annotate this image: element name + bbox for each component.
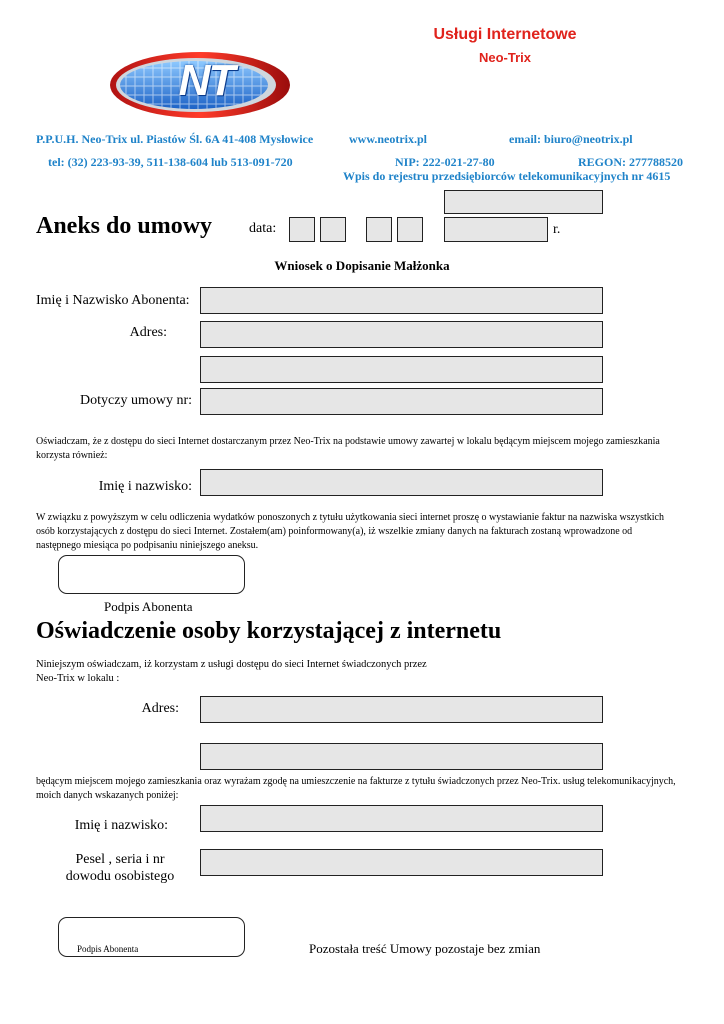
logo-text: NT [178, 56, 234, 105]
address-field-1[interactable] [200, 321, 603, 348]
date-extra-field[interactable] [444, 190, 603, 214]
statement-address-field-1[interactable] [200, 696, 603, 723]
date-month-2-field[interactable] [397, 217, 423, 242]
remaining-terms-text: Pozostała treść Umowy pozostaje bez zmian [309, 941, 541, 956]
statement-title: Oświadczenie osoby korzystającej z internetu [36, 618, 502, 644]
pesel-id-field[interactable] [200, 849, 603, 876]
company-registry: Wpis do rejestru przedsiębiorców telekomunikacyjnych nr 4615 [343, 169, 671, 183]
company-email[interactable]: email: biuro@neotrix.pl [509, 132, 633, 146]
company-regon: REGON: 277788520 [578, 155, 683, 169]
annex-title: Aneks do umowy [36, 213, 213, 239]
consent-text: będącym miejscem mojego zamieszkania oraz wyrażam zgodę na umieszczenie na fakturze z tytułu świadczonych przez Neo-Trix. usług telekomunikacyjnych, moich danych wskazanych poniżej: [36, 776, 676, 801]
user-signature-label: Podpis Abonenta [77, 944, 139, 954]
statement-name-label: Imię i nazwisko: [74, 818, 168, 833]
address-field-2[interactable] [200, 356, 603, 383]
date-month-1-field[interactable] [366, 217, 392, 242]
contract-number-field[interactable] [200, 388, 603, 415]
date-label: data: [249, 221, 277, 236]
brand-subtitle: Neo-Trix [478, 50, 531, 65]
invoice-request-text: W związku z powyższym w celu odliczenia wydatków ponoszonych z tytułu użytkowania sieci internet proszę o wystawianie faktur na nazwiska wszystkich osób korzystających z dostępu do sieci Internet. Zostałem(am) poinformowany(a), iż wszelkie zmiany danych na fakturach zostaną wprowadzone od następnego miesiąca po podpisaniu niniejszego aneksu. [36, 512, 664, 551]
address-label: Adres: [129, 325, 167, 340]
company-address: P.P.U.H. Neo-Trix ul. Piastów Śl. 6A 41-408 Mysłowice [36, 132, 314, 146]
company-logo [108, 50, 298, 120]
statement-address-label: Adres: [141, 701, 179, 716]
subscriber-name-field[interactable] [200, 287, 603, 314]
brand-title: Usługi Internetowe [433, 26, 577, 43]
date-day-2-field[interactable] [320, 217, 346, 242]
date-year-field[interactable] [444, 217, 548, 242]
company-phone: tel: (32) 223-93-39, 511-138-604 lub 513-091-720 [48, 155, 293, 169]
subscriber-signature-label: Podpis Abonenta [104, 599, 193, 614]
company-website[interactable]: www.neotrix.pl [349, 132, 427, 146]
date-suffix: r. [553, 222, 561, 237]
subscriber-signature-box[interactable] [58, 555, 245, 594]
contract-label: Dotyczy umowy nr: [80, 393, 192, 408]
subscriber-name-label: Imię i Nazwisko Abonenta: [36, 293, 190, 308]
statement-intro-line-2: Neo-Trix w lokalu : [36, 673, 120, 684]
pesel-label-line-1: Pesel , seria i nr [75, 852, 165, 867]
company-nip: NIP: 222-021-27-80 [395, 155, 495, 169]
annex-subtitle: Wniosek o Dopisanie Małżonka [274, 258, 450, 273]
statement-intro-line-1: Niniejszym oświadczam, iż korzystam z usługi dostępu do sieci Internet świadczonych przez [36, 659, 427, 670]
date-day-1-field[interactable] [289, 217, 315, 242]
spouse-name-field[interactable] [200, 469, 603, 496]
statement-name-field[interactable] [200, 805, 603, 832]
pesel-label-line-2: dowodu osobistego [65, 869, 175, 884]
spouse-name-label: Imię i nazwisko: [98, 479, 192, 494]
declaration-text: Oświadczam, że z dostępu do sieci Internet dostarczanym przez Neo-Trix na podstawie umowy zawartej w lokalu będącym miejscem mojego zamieszkania korzysta również: [36, 436, 660, 461]
statement-address-field-2[interactable] [200, 743, 603, 770]
